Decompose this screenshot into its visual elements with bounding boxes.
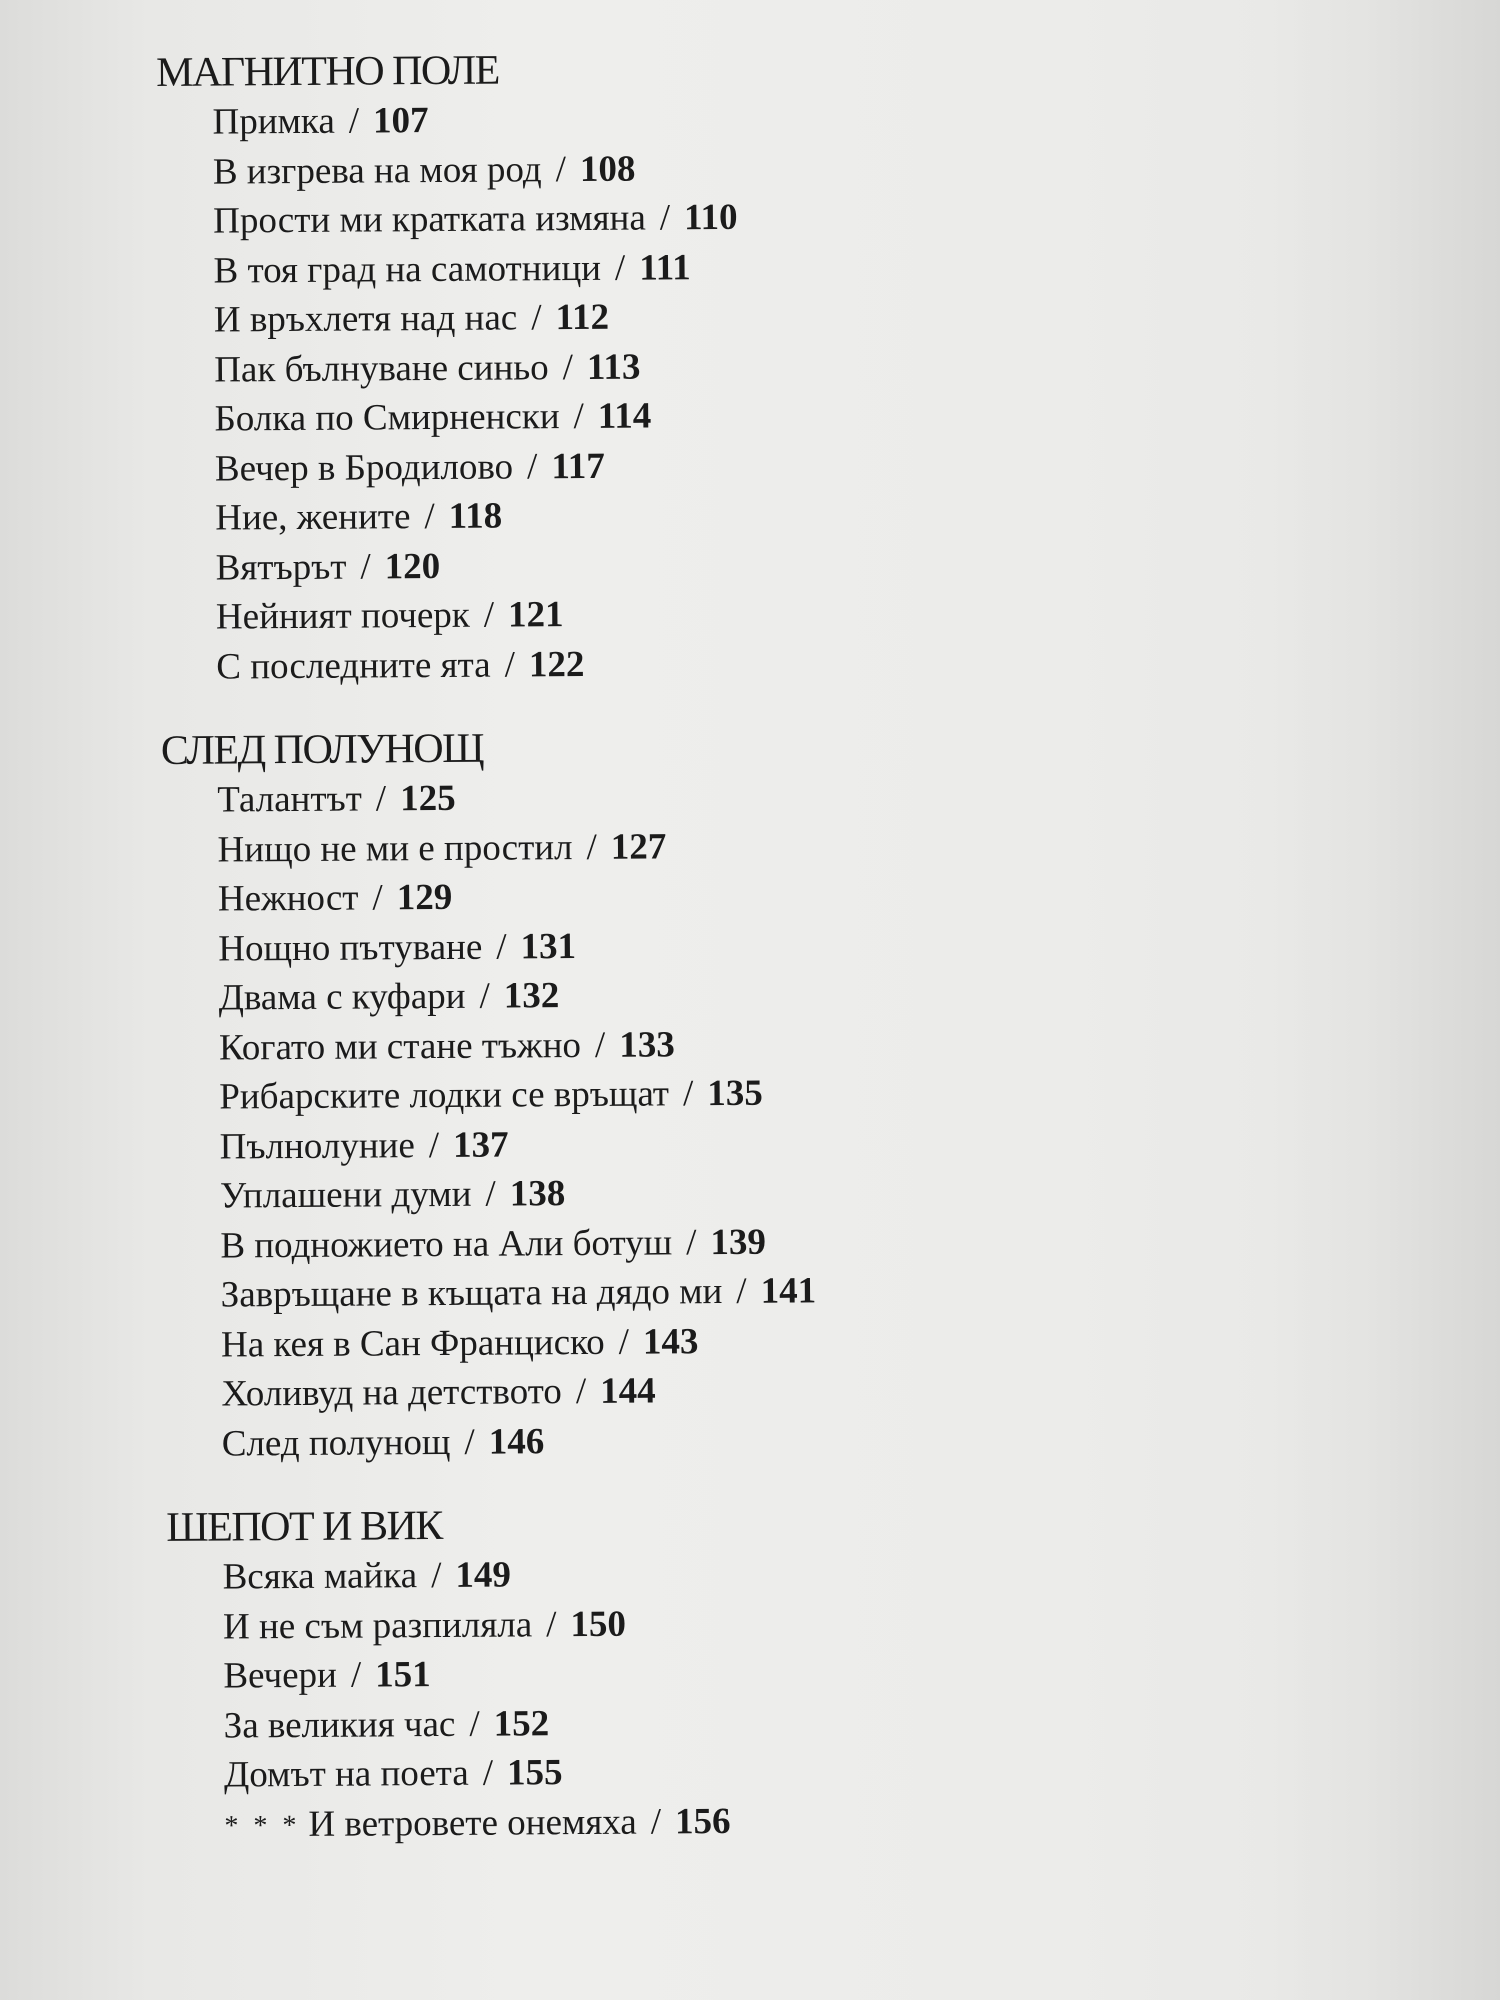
toc-entry [158, 1116, 1038, 1172]
entry-page-number: 111 [639, 246, 691, 289]
entry-title: Пак бълнуване синьо [214, 346, 549, 391]
toc-entry [157, 1017, 1037, 1073]
toc-entry [153, 438, 1033, 494]
entry-title: Всяка майка [222, 1555, 418, 1598]
entry-page-number: 143 [642, 1320, 699, 1363]
toc-entry [150, 92, 1030, 148]
entry-separator: / [483, 594, 495, 636]
entry-page-number: 155 [506, 1752, 563, 1794]
entry-title: И ветровете онемяха [308, 1801, 637, 1845]
entry-page-number: 146 [488, 1420, 545, 1463]
toc-entry [151, 141, 1031, 197]
entry-page-number: 108 [579, 148, 636, 190]
entry-separator: / [350, 1654, 362, 1696]
entry-separator: / [586, 826, 597, 868]
entry-title: Уплашени думи [219, 1173, 472, 1217]
entry-title: Двама с куфари [218, 975, 466, 1019]
entry-list [150, 92, 1034, 692]
entry-separator: / [479, 975, 490, 1017]
toc-entry [161, 1547, 1041, 1603]
toc-entry [158, 1215, 1038, 1271]
toc-entry [151, 240, 1031, 296]
toc-entry [159, 1265, 1039, 1321]
toc-entry [152, 389, 1032, 445]
entry-separator: / [428, 1124, 440, 1166]
toc-section [155, 720, 1040, 1469]
section-title: МАГНИТНО ПОЛЕ [156, 47, 499, 96]
entry-title: Домът на поета [223, 1752, 469, 1796]
entry-separator: / [686, 1221, 697, 1263]
entry-separator: / [562, 346, 574, 388]
entry-separator: / [526, 445, 538, 487]
entry-title: Завръщане в къщата на дядо ми [220, 1271, 723, 1316]
entry-separator: / [504, 643, 516, 686]
entry-separator: / [594, 1024, 606, 1066]
entry-page-number: 113 [586, 346, 641, 388]
entry-title: Талантът [217, 778, 362, 821]
entry-page-number: 139 [710, 1221, 767, 1263]
entry-page-number: 152 [493, 1702, 550, 1745]
entry-page-number: 117 [551, 445, 605, 487]
toc-entry [152, 290, 1032, 346]
entry-title: Рибарските лодки се връщат [219, 1073, 670, 1118]
entry-separator: / [360, 545, 371, 588]
toc-entry [155, 819, 1035, 875]
entry-separator: / [736, 1270, 747, 1312]
entry-page-number: 144 [599, 1370, 656, 1412]
entry-title: Нощно пътуване [218, 926, 483, 970]
toc-entry [162, 1695, 1042, 1751]
entry-separator: / [575, 1370, 587, 1413]
entry-separator: / [375, 778, 387, 820]
toc-entry [157, 1067, 1037, 1123]
entry-title: Прости ми кратката измяна [213, 197, 646, 242]
entry-page-number: 125 [399, 777, 456, 820]
toc-entry [155, 770, 1035, 826]
entry-page-number: 129 [396, 876, 453, 919]
section-title: ШЕПОТ И ВИК [166, 1502, 443, 1551]
toc-entry [162, 1794, 1042, 1851]
entry-page-number: 112 [555, 296, 610, 339]
toc-section [150, 42, 1034, 692]
toc-entry [154, 636, 1034, 692]
entry-separator: / [531, 297, 542, 339]
entry-separator: / [496, 926, 507, 968]
entry-title: Ние, жените [215, 496, 411, 539]
entry-separator: / [573, 395, 584, 438]
entry-separator: / [682, 1073, 694, 1115]
toc-entry [159, 1314, 1039, 1370]
toc-entry [161, 1596, 1041, 1652]
entry-page-number: 127 [610, 825, 667, 868]
entry-separator: / [546, 1603, 557, 1645]
entry-separator: / [485, 1173, 496, 1215]
toc-entry [153, 537, 1033, 593]
toc-entry [153, 488, 1033, 544]
entry-page-number: 151 [375, 1654, 431, 1696]
entry-title: В изгрева на моя род [212, 148, 542, 193]
entry-page-number: 118 [448, 495, 503, 537]
toc-entry [152, 339, 1032, 395]
toc-entry [158, 1166, 1038, 1222]
entry-title: В подножието на Али ботуш [220, 1221, 673, 1267]
entry-separator: / [464, 1421, 475, 1463]
entry-title: Холивуд на детството [221, 1371, 563, 1415]
entry-title: Вятърът [215, 546, 347, 589]
asterisks-mark: * * * [224, 1809, 301, 1842]
entry-title: Примка [212, 100, 335, 143]
entry-page-number: 150 [570, 1603, 627, 1645]
entry-page-number: 107 [372, 100, 429, 142]
entry-title: Пълнолуние [219, 1124, 415, 1168]
entry-title: Когато ми стане тъжно [218, 1024, 582, 1069]
entry-title: Нежност [217, 877, 359, 920]
toc-entry [156, 968, 1036, 1024]
entry-page-number: 156 [674, 1800, 731, 1842]
entry-page-number: 110 [683, 196, 738, 239]
entry-separator: / [430, 1555, 442, 1597]
entry-page-number: 121 [507, 594, 564, 636]
toc-entry [151, 191, 1031, 247]
toc-entry [154, 587, 1034, 643]
entry-list [161, 1547, 1043, 1851]
entry-title: И връхлетя над нас [213, 297, 518, 341]
entry-separator: / [424, 496, 435, 538]
entry-page-number: 132 [503, 975, 560, 1017]
entry-separator: / [348, 100, 360, 142]
entry-page-number: 141 [760, 1270, 817, 1312]
toc-entry [156, 869, 1036, 925]
entry-page-number: 135 [707, 1072, 763, 1115]
show-through-text [1040, 70, 1460, 1990]
toc-entry [161, 1646, 1041, 1702]
entry-title: Нищо не ми е простил [217, 826, 573, 871]
entry-title: В тоя град на самотници [213, 247, 602, 292]
entry-title: Нейният почерк [215, 594, 470, 638]
entry-separator: / [659, 197, 671, 239]
toc-entry [159, 1364, 1039, 1420]
entry-page-number: 137 [452, 1124, 509, 1166]
table-of-contents [150, 42, 1043, 1928]
entry-title: За великия час [223, 1703, 456, 1747]
entry-separator: / [650, 1800, 662, 1843]
entry-separator: / [482, 1752, 494, 1794]
entry-page-number: 138 [509, 1173, 566, 1215]
entry-separator: / [469, 1703, 480, 1745]
entry-page-number: 114 [597, 395, 652, 437]
entry-separator: / [372, 877, 383, 919]
entry-title: Вечери [223, 1654, 338, 1697]
entry-title: И не съм разпиляла [222, 1603, 533, 1648]
toc-entry [156, 918, 1036, 974]
entry-page-number: 120 [384, 545, 441, 587]
entry-title: Болка по Смирненски [214, 396, 560, 440]
entry-page-number: 122 [528, 643, 585, 685]
section-title: СЛЕД ПОЛУНОЩ [160, 725, 484, 774]
entry-page-number: 131 [520, 925, 577, 967]
toc-entry [160, 1413, 1040, 1469]
entry-title: На кея в Сан Франциско [220, 1321, 605, 1366]
entry-page-number: 149 [455, 1554, 512, 1596]
toc-entry [162, 1745, 1042, 1801]
entry-separator: / [614, 247, 626, 289]
entry-page-number: 133 [619, 1023, 675, 1066]
entry-title: Вечер в Бродилово [214, 445, 514, 490]
entry-separator: / [555, 148, 567, 190]
entry-title: С последните ята [216, 644, 491, 688]
toc-section [160, 1497, 1042, 1851]
entry-separator: / [618, 1321, 630, 1363]
entry-list [155, 770, 1040, 1469]
entry-title: След полунощ [221, 1421, 451, 1465]
